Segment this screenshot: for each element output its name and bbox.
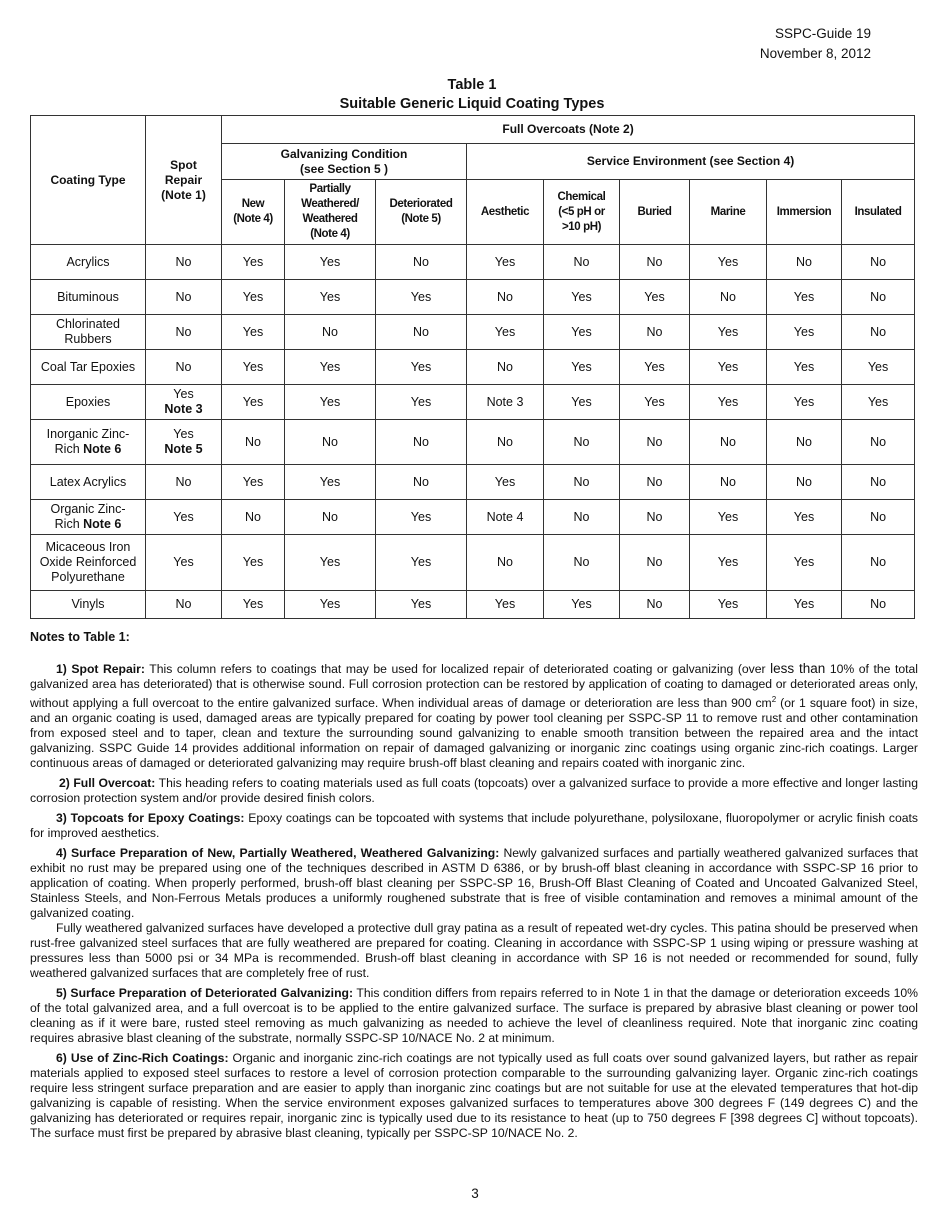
table-cell: No [285,315,376,350]
table-cell: Yes [620,350,690,385]
table-row [31,385,915,420]
header-galvanizing-condition [222,144,467,180]
table-cell: Yes [544,315,620,350]
table-cell: No [842,500,915,535]
name-text: Rich [54,517,80,531]
table-cell: No [620,420,690,465]
table-cell: Yes [376,500,467,535]
coating-name: Epoxies [31,385,146,420]
table-cell: Yes [376,535,467,591]
note-text: Organic and inorganic zinc-rich coatings are not typically used as full coats over sound galvanized layers, but rather as repair materials applied to exposed steel surfaces to restore a level of corrosion protection comparable to the surrounding galvanizing layer. Organic zinc-rich coatings require less stringent surface preparation and are easier to apply than inorganic zinc coatings but are not suitable for use at the elevated temperatures that hot-dip galvanizing is capable of resisting. When the service environment exposes galvanized surfaces to temperatures above 300 degrees F (149 degrees C) and the galvanizing has deteriorated or requires repair, inorganic zinc is typically used due to its resistance to heat (up to 750 degrees F [398 degrees C] without topcoats). The surface must first be prepared by abrasive blast cleaning, typically per SSPC-SP 10/NACE No. 2. [30,1051,918,1141]
header-line: Weathered [302,213,358,225]
coating-name [31,535,146,591]
table-cell: No [467,280,544,315]
table-cell: Yes [222,535,285,591]
table-cell: Yes [285,280,376,315]
note-5 [30,986,918,1046]
table-cell: No [376,245,467,280]
header-line: New [241,198,265,210]
table-cell: Yes [767,591,842,619]
note-text: (or 1 square foot) in size, and an organic coating is used, damaged areas are typically prepared for coating by power tool cleaning per SSPC-SP 11 to remove rust and other contamination from exposed steel and to taper, clean and texture the surrounding sound galvanizing to enable smooth transition between the repaired area and the intact galvanizing. SSPC Guide 14 provides additional information on repair of damaged galvanizing or inorganic zinc coatings using organic zinc-rich coatings. Larger continuous areas of damaged or deteriorated galvanizing may require brush-off blast cleaning and repairs coated with inorganic zinc. [30,696,919,771]
table-cell: Yes [285,535,376,591]
table-cell: No [146,315,222,350]
header-coating-type: Coating Type [31,116,146,245]
header-deteriorated [376,180,467,245]
table-cell: No [620,245,690,280]
cell-note: Note 5 [164,442,203,456]
table-cell: No [467,350,544,385]
header-new [222,180,285,245]
coating-name: Bituminous [31,280,146,315]
header-line: (Note 5) [401,213,441,225]
table-cell: Yes [285,245,376,280]
table-cell: Yes [376,591,467,619]
header-line: Galvanizing Condition [280,146,408,161]
name-line [33,517,143,532]
table-cell: Yes [690,385,767,420]
header-aesthetic: Aesthetic [467,180,544,245]
table-cell: Yes [222,315,285,350]
table-cell: Yes [842,385,915,420]
name-line [33,442,143,457]
header-line: Weathered/ [301,198,359,210]
table-cell: No [285,420,376,465]
table-cell: No [376,465,467,500]
table-row [31,591,915,619]
table-cell: Yes [222,245,285,280]
table-cell: Yes [690,245,767,280]
table-cell: Yes [376,280,467,315]
note-4 [30,846,918,921]
table-cell: Yes [146,535,222,591]
table-cell: Yes [376,385,467,420]
table-cell: Yes [222,465,285,500]
header-line: Deteriorated [389,198,453,210]
table-cell: No [146,591,222,619]
note-3 [30,811,918,841]
table-cell: Yes [690,535,767,591]
table-cell: No [690,420,767,465]
table-cell: Yes [842,350,915,385]
table-cell: Yes [467,465,544,500]
table-cell: Yes [222,385,285,420]
note-text: Newly galvanized surfaces and partially weathered galvanized surfaces that exhibit no rust may be prepared using one of the techniques described in ASTM D 6386, or by brush-off blast cleaning in accordance with SSPC-SP 16 prior to application of coating. When properly performed, brush-off blast cleaning per SSPC-SP 16, Brush-Off Blast Cleaning of Coated and Uncoated Galvanized Steel, Stainless Steels, and Non-Ferrous Metals produces a uniformly roughened substrate that is free of visible contamination and removes a minimal amount of the galvanized coating. [30,846,918,921]
table-cell: No [767,245,842,280]
table-row [31,245,915,280]
table-cell: Yes [222,280,285,315]
note-text: Epoxy coatings can be topcoated with systems that include polyurethane, polysiloxane, fluoropolymer or acrylic finish coats for improved aesthetics. [30,811,918,841]
table-cell: No [544,535,620,591]
table-cell: Yes [767,500,842,535]
table-cell: Yes [467,315,544,350]
table-cell [146,420,222,465]
table-cell: No [544,245,620,280]
header-line: Repair [164,172,203,187]
table-cell: No [222,500,285,535]
table-cell: Yes [767,280,842,315]
header-partially-weathered [285,180,376,245]
table-cell: No [285,500,376,535]
table-cell: Yes [620,280,690,315]
table-cell [146,385,222,420]
table-cell: Yes [544,385,620,420]
table-cell: No [544,465,620,500]
table-cell: No [467,535,544,591]
header-service-environment: Service Environment (see Section 4) [467,144,915,180]
coating-name: Latex Acrylics [31,465,146,500]
table-cell: No [620,500,690,535]
table-row [31,280,915,315]
note-title: 5) Surface Preparation of Deteriorated Galvanizing: [56,986,354,1001]
header-line: (Note 4) [233,213,273,225]
table-cell: Yes [544,350,620,385]
table-cell: No [842,591,915,619]
note-4-continued: Fully weathered galvanized surfaces have developed a protective dull gray patina as a result of repeated wet-dry cycles. This patina should be preserved when rust-free galvanized steel surfaces that are fully weathered are prepared for coating. Cleaning in accordance with SSPC-SP 1 using wiping or pressure washing at pressures less than 5000 psi or 34 MPa is recommended. Brush-off blast cleaning in accordance with SP 16 is not needed or recommended for sound, fully weathered galvanized surfaces that are completely free of rust. [30,921,918,981]
table-cell: Yes [767,385,842,420]
name-line: Rubbers [64,332,112,346]
table-cell: Yes [767,350,842,385]
document-date: November 8, 2012 [759,46,871,61]
note-emphasis: less than [770,661,826,676]
header-line: Partially [309,183,351,195]
name-line: Oxide Reinforced [39,555,137,569]
name-note: Note 6 [83,517,122,531]
running-header [760,24,871,64]
note-text: This column refers to coatings that may be used for localized repair of deteriorated coating or galvanizing (over [144,662,771,676]
table-cell: No [620,591,690,619]
table-cell: No [842,420,915,465]
table-cell: No [376,315,467,350]
name-line: Chlorinated [56,317,120,331]
note-6 [30,1051,918,1141]
table-cell: Yes [285,350,376,385]
note-text: This condition differs from repairs referred to in Note 1 in that the damage or deterioration exceeds 10% of the total galvanized area, and a full overcoat is to be applied to the entire galvanized surface. The surface is prepared by abrasive blast cleaning or power tool cleaning as if it were bare, rusted steel removing as much galvanizing as needed to achieve the level of cleanliness required. Note that inorganic zinc coating requires abrasive blast cleaning of the substrate, normally SSPC-SP 10/NACE No. 2 at minimum. [30,986,919,1046]
cell-line: Yes [173,387,194,401]
cell-note: Note 3 [164,402,203,416]
table-caption [0,76,944,114]
table-row [31,420,915,465]
table-cell: No [767,420,842,465]
table-cell: Yes [620,385,690,420]
table-cell: Yes [690,500,767,535]
table-row [31,465,915,500]
table-title: Table 1 [447,77,497,93]
table-cell: No [842,245,915,280]
notes-heading: Notes to Table 1: [30,630,130,644]
document-id: SSPC-Guide 19 [774,26,871,41]
note-title: 3) Topcoats for Epoxy Coatings: [56,811,245,826]
header-line: (<5 pH or [558,205,605,218]
table-cell: Yes [690,315,767,350]
table-cell: Yes [285,385,376,420]
note-title: 1) Spot Repair: [56,662,145,676]
table-cell: No [544,420,620,465]
table-cell: No [842,535,915,591]
table-cell: No [842,280,915,315]
coating-name: Acrylics [31,245,146,280]
header-line: (see Section 5 ) [299,161,389,176]
table-cell: Yes [767,535,842,591]
note-title: 6) Use of Zinc-Rich Coatings: [56,1051,229,1066]
table-cell: Yes [222,350,285,385]
table-cell: Yes [285,591,376,619]
table-cell: Note 3 [467,385,544,420]
table-cell: Yes [544,591,620,619]
coating-name: Vinyls [31,591,146,619]
note-title: 2) Full Overcoat: [59,776,156,791]
note-text: 10% of the total galvanized area has deteriorated) that is otherwise sound. Full corrosion protection can be restored by application of coating to damaged or deteriorated areas only, without applying a full overcoat to the entire galvanized surface. When individual areas of damage or deterioration are less than 900 cm [30,662,918,711]
note-1 [30,661,918,771]
name-text: Rich [54,442,80,456]
table-subtitle: Suitable Generic Liquid Coating Types [339,96,605,112]
name-note: Note 6 [83,442,122,456]
table-row [31,500,915,535]
coating-name [31,315,146,350]
header-spot-repair [146,116,222,245]
table-cell: Yes [690,350,767,385]
table-cell: No [467,420,544,465]
header-immersion: Immersion [767,180,842,245]
name-line: Inorganic Zinc- [46,427,130,441]
header-line: Spot [170,157,197,172]
table-cell: Yes [285,465,376,500]
header-chemical [544,180,620,245]
coating-name: Coal Tar Epoxies [31,350,146,385]
table-cell: No [146,465,222,500]
note-text: This heading refers to coating materials used as full coats (topcoats) over a galvanized surface to provide a more effective and longer lasting corrosion protection system and/or provide desired finish colors. [30,776,918,806]
table-cell: No [690,465,767,500]
table-cell: Yes [146,500,222,535]
table-cell: No [544,500,620,535]
table-cell: Yes [222,591,285,619]
superscript: 2 [771,695,777,704]
coating-name [31,500,146,535]
name-line: Micaceous Iron [45,540,131,554]
table-cell: Yes [544,280,620,315]
table-cell: No [690,280,767,315]
table-cell: No [146,245,222,280]
table-cell: No [620,465,690,500]
table-cell: No [620,315,690,350]
table-row [31,315,915,350]
table-cell: No [146,350,222,385]
table-notes [30,630,918,1141]
table-cell: No [842,465,915,500]
header-line: >10 pH) [561,220,602,233]
table-cell: No [376,420,467,465]
header-insulated: Insulated [842,180,915,245]
coating-name [31,420,146,465]
table-cell: No [146,280,222,315]
table-cell: No [767,465,842,500]
header-line: (Note 4) [310,228,350,240]
table-row [31,350,915,385]
page-number: 3 [471,1186,479,1201]
table-cell: Yes [467,591,544,619]
header-line: (Note 1) [161,187,206,202]
cell-line: Yes [173,427,194,441]
coating-types-table [30,115,915,619]
table-cell: No [620,535,690,591]
table-cell: Yes [690,591,767,619]
table-cell: No [222,420,285,465]
name-line: Organic Zinc- [50,502,126,516]
header-marine: Marine [690,180,767,245]
header-full-overcoats: Full Overcoats (Note 2) [222,116,915,144]
header-line: Chemical [557,190,606,203]
table-cell: Yes [376,350,467,385]
table-cell: Note 4 [467,500,544,535]
header-buried: Buried [620,180,690,245]
table-cell: Yes [467,245,544,280]
note-2 [30,776,918,806]
table-cell: Yes [767,315,842,350]
name-line: Polyurethane [51,570,125,584]
table-cell: No [842,315,915,350]
note-title: 4) Surface Preparation of New, Partially Weathered, Weathered Galvanizing: [56,846,500,861]
table-row [31,535,915,591]
